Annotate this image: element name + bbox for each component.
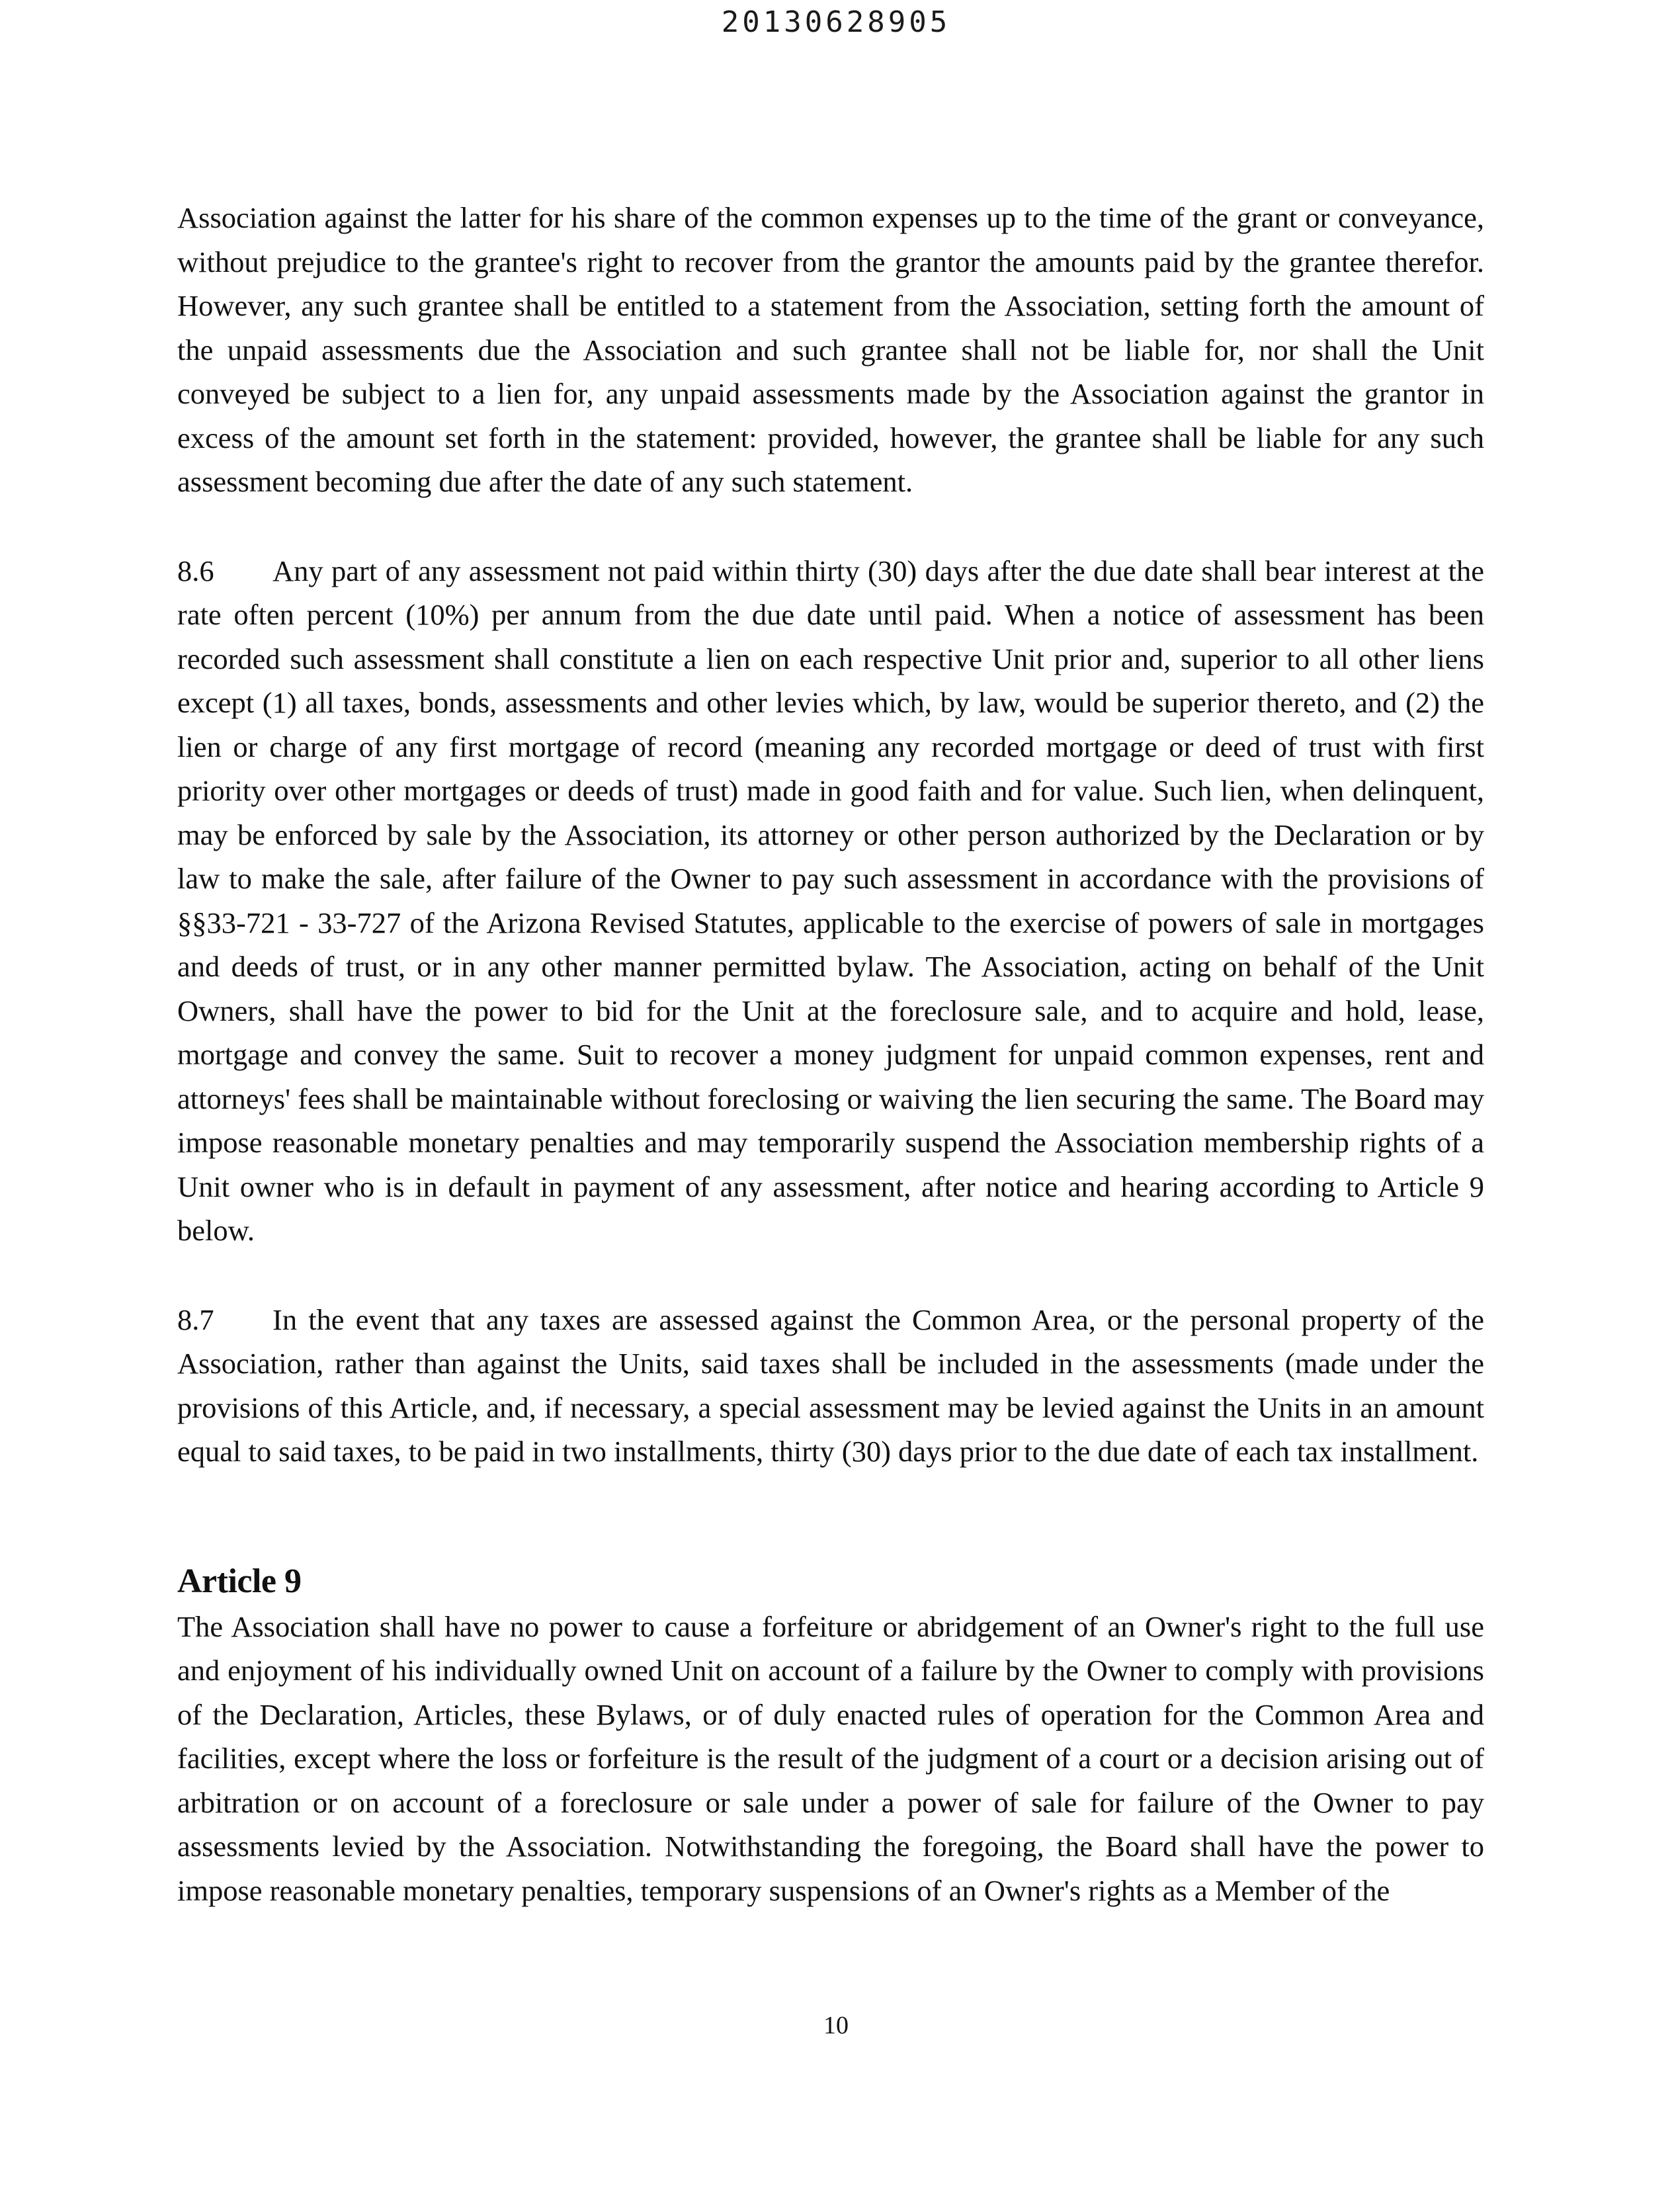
continuation-paragraph: Association against the latter for his share of the common expenses up to the time of the grant or conveyance, without prejudice to the grantee's right to recover from the grantor the amounts paid by the grantee therefor. However, any such grantee shall be entitled to a statement from the Association, setting forth the amount of the unpaid assessments due the Association and such grantee shall not be liable for, nor shall the Unit conveyed be subject to a lien for, any unpaid assessments made by the Association against the grantor in excess of the amount set forth in the statement: provided, however, the grantee shall be liable for any such assessment becoming due after the date of any such statement.	[177, 201, 1484, 498]
document-body	[177, 196, 1484, 1912]
recording-number: 20130628905	[721, 5, 951, 39]
article-9-heading: Article 9	[177, 1562, 302, 1600]
section-8-7-paragraph	[177, 1298, 1484, 1474]
section-8-7-number: 8.7	[177, 1302, 214, 1336]
article-9-paragraph: The Association shall have no power to cause a forfeiture or abridgement of an Owner's right to the full use and enjoyment of his individually owned Unit on account of a failure by the Owner to comply with provisions of the Declaration, Articles, these Bylaws, or of duly enacted rules of operation for the Common Area and facilities, except where the loss or forfeiture is the result of the judgment of a court or a decision arising out of arbitration or on account of a foreclosure or sale under a power of sale for failure of the Owner to pay assessments levied by the Association. Notwithstanding the foregoing, the Board shall have the power to impose reasonable monetary penalties, temporary suspensions of an Owner's rights as a Member of the	[177, 1609, 1484, 1907]
section-8-7-text: In the event that any taxes are assessed against the Common Area, or the personal property of the Association, rather than against the Units, said taxes shall be included in the assessments (made under the provisions of this Article, and, if necessary, a special assessment may be levied against the Units in an amount equal to said taxes, to be paid in two installments, thirty (30) days prior to the due date of each tax installment.	[177, 1302, 1484, 1468]
section-8-6-text: Any part of any assessment not paid within thirty (30) days after the due date shall bear interest at the rate often percent (10%) per annum from the due date until paid. When a notice of assessment has been recorded such assessment shall constitute a lien on each respective Unit prior and, superior to all other liens except (1) all taxes, bonds, assessments and other levies which, by law, would be superior thereto, and (2) the lien or charge of any first mortgage of record (meaning any recorded mortgage or deed of trust with first priority over other mortgages or deeds of trust) made in good faith and for value. Such lien, when delinquent, may be enforced by sale by the Association, its attorney or other person authorized by the Declaration or by law to make the sale, after failure of the Owner to pay such assessment in accordance with the provisions of §§33-721 - 33-727 of the Arizona Revised Statutes, applicable to the exercise of powers of sale in mortgages and deeds of trust, or in any other manner permitted bylaw. The Association, acting on behalf of the Unit Owners, shall have the power to bid for the Unit at the foreclosure sale, and to acquire and hold, lease, mortgage and convey the same. Suit to recover a money judgment for unpaid common expenses, rent and attorneys' fees shall be maintainable without foreclosing or waiving the lien securing the same. The Board may impose reasonable monetary penalties and may temporarily suspend the Association membership rights of a Unit owner who is in default in payment of any assessment, after notice and hearing according to Article 9 below.	[177, 554, 1484, 1247]
page-number: 10	[823, 2012, 849, 2039]
section-8-6-paragraph	[177, 549, 1484, 1253]
section-8-6-number: 8.6	[177, 554, 214, 587]
